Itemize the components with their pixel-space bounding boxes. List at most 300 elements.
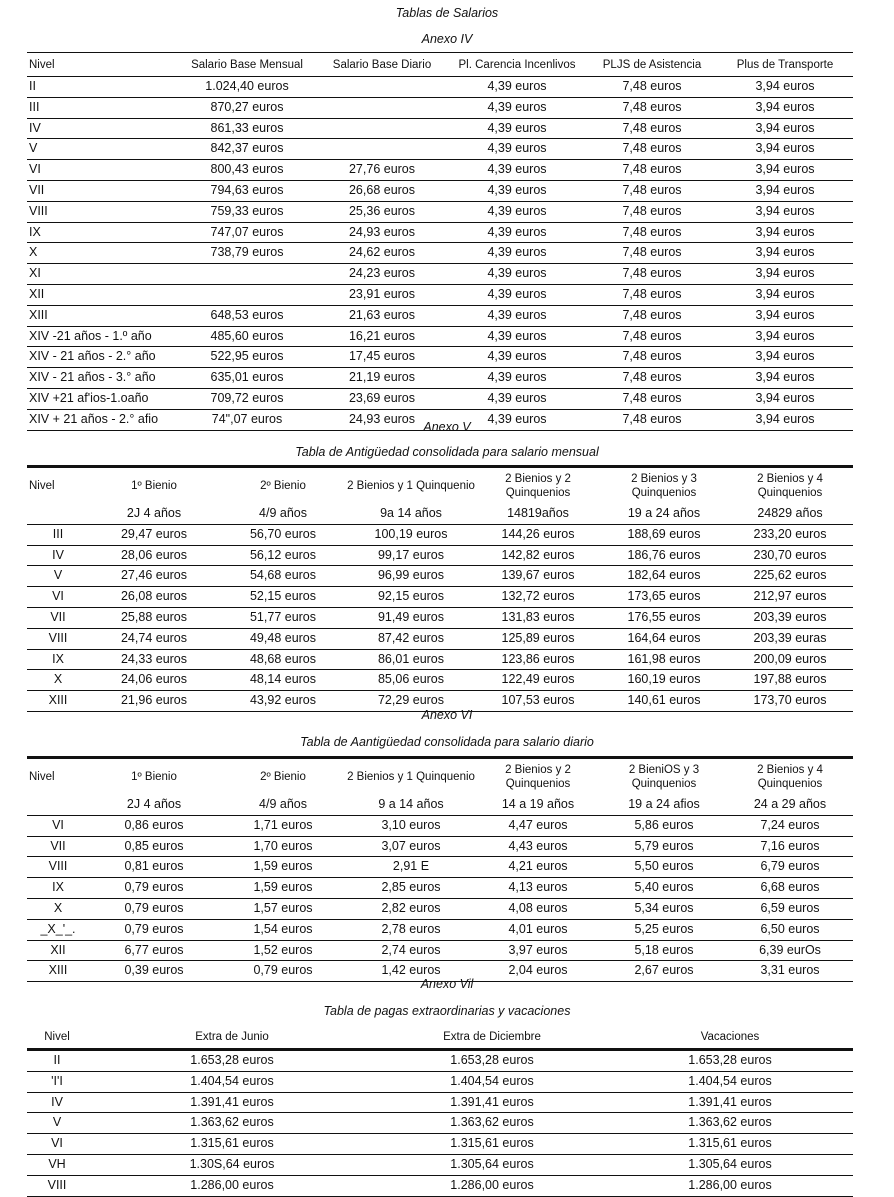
annex6-value-cell: 3,07 euros — [347, 836, 475, 857]
annex4-header-cell: Plus de Transporte — [717, 54, 853, 77]
annex5-level-cell: VII — [27, 607, 89, 628]
annex4-value-cell: 3,94 euros — [717, 347, 853, 368]
annex4-value-cell: 4,39 euros — [447, 97, 587, 118]
annex4-header-cell: PLJS de Asistencia — [587, 54, 717, 77]
annex7-header-cell: Vacaciones — [607, 1026, 853, 1050]
annex6-value-cell: 0,39 euros — [89, 961, 219, 982]
annex4-value-cell: 4,39 euros — [447, 326, 587, 347]
annex4-value-cell: 4,39 euros — [447, 118, 587, 139]
annex6-value-cell: 7,16 euros — [727, 836, 853, 857]
annex6-daily-seniority-table — [27, 759, 853, 982]
annex5-value-cell: 197,88 euros — [727, 670, 853, 691]
annex5-years-cell — [27, 504, 89, 524]
annex5-level-cell: IX — [27, 649, 89, 670]
annex5-value-cell: 21,96 euros — [89, 691, 219, 712]
annex4-value-cell: 4,39 euros — [447, 139, 587, 160]
annex4-value-cell: 24,93 euros — [317, 409, 447, 430]
annex4-value-cell: 3,94 euros — [717, 118, 853, 139]
annex5-value-cell: 107,53 euros — [475, 691, 601, 712]
annex6-value-cell: 4,47 euros — [475, 815, 601, 836]
annex4-value-cell: 7,48 euros — [587, 180, 717, 201]
annex5-value-cell: 100,19 euros — [347, 524, 475, 545]
annex6-level-cell: IX — [27, 878, 89, 899]
annex5-monthly-seniority-table — [27, 468, 853, 712]
annex6-value-cell: 2,78 euros — [347, 919, 475, 940]
annex6-header-cell: 2º Bienio — [260, 771, 306, 783]
annex7-level-cell: VH — [27, 1154, 87, 1175]
annex7-value-cell: 1.653,28 euros — [377, 1050, 607, 1072]
annex6-value-cell: 5,50 euros — [601, 857, 727, 878]
annex5-value-cell: 230,70 euros — [727, 545, 853, 566]
annex4-value-cell: 7,48 euros — [587, 388, 717, 409]
annex4-value-cell: 4,39 euros — [447, 409, 587, 430]
annex4-value-cell: 7,48 euros — [587, 326, 717, 347]
annex4-level-cell: XIV -21 años - 1.º año — [27, 326, 177, 347]
annex5-value-cell: 92,15 euros — [347, 587, 475, 608]
annex5-years-row — [27, 504, 853, 524]
annex6-value-cell: 0,79 euros — [89, 898, 219, 919]
annex5-value-cell: 56,70 euros — [219, 524, 347, 545]
annex6-table-row — [27, 836, 853, 857]
annex4-value-cell: 7,48 euros — [587, 284, 717, 305]
annex7-level-cell: VIII — [27, 1175, 87, 1196]
annex4-value-cell: 1.024,40 euros — [177, 77, 317, 98]
annex5-header-row — [27, 468, 853, 504]
annex6-value-cell: 6,59 euros — [727, 898, 853, 919]
annex4-value-cell: 4,39 euros — [447, 160, 587, 181]
annex5-table-row — [27, 545, 853, 566]
annex4-value-cell: 4,39 euros — [447, 77, 587, 98]
annex5-value-cell: 203,39 euras — [727, 628, 853, 649]
annex7-value-cell: 1.653,28 euros — [87, 1050, 377, 1072]
annex5-level-cell: VI — [27, 587, 89, 608]
annex7-value-cell: 1.315,61 euros — [377, 1134, 607, 1155]
annex7-value-cell: 1.391,41 euros — [377, 1092, 607, 1113]
annex5-level-cell: III — [27, 524, 89, 545]
annex7-table-row — [27, 1092, 853, 1113]
annex4-value-cell: 4,39 euros — [447, 368, 587, 389]
annex5-value-cell: 233,20 euros — [727, 524, 853, 545]
annex6-years-row — [27, 795, 853, 815]
annex5-table-row — [27, 524, 853, 545]
annex7-level-cell: VI — [27, 1134, 87, 1155]
annex6-value-cell: 1,57 euros — [219, 898, 347, 919]
annex4-value-cell: 3,94 euros — [717, 284, 853, 305]
annex5-value-cell: 99,17 euros — [347, 545, 475, 566]
annex4-value-cell — [177, 284, 317, 305]
annex4-table-row — [27, 284, 853, 305]
annex7-table-row — [27, 1175, 853, 1196]
annex6-value-cell: 6,50 euros — [727, 919, 853, 940]
annex5-value-cell: 25,88 euros — [89, 607, 219, 628]
annex6-value-cell: 2,82 euros — [347, 898, 475, 919]
annex6-header-cell: Nivel — [29, 771, 55, 783]
annex4-table-row — [27, 222, 853, 243]
annex4-table-row — [27, 326, 853, 347]
annex5-value-cell: 131,83 euros — [475, 607, 601, 628]
annex4-level-cell: III — [27, 97, 177, 118]
annex5-table-row — [27, 670, 853, 691]
annex7-title: Anexo Vil — [420, 977, 474, 991]
annex6-value-cell: 1,71 euros — [219, 815, 347, 836]
annex5-header-cell: Nivel — [29, 480, 55, 492]
annex5-value-cell: 86,01 euros — [347, 649, 475, 670]
annex6-level-cell: VII — [27, 836, 89, 857]
annex6-value-cell: 1,59 euros — [219, 878, 347, 899]
annex4-value-cell: 25,36 euros — [317, 201, 447, 222]
annex5-value-cell: 51,77 euros — [219, 607, 347, 628]
annex7-level-cell: IV — [27, 1092, 87, 1113]
annex4-value-cell: 3,94 euros — [717, 77, 853, 98]
annex5-value-cell: 188,69 euros — [601, 524, 727, 545]
annex4-value-cell: 738,79 euros — [177, 243, 317, 264]
annex7-value-cell: 1.391,41 euros — [607, 1092, 853, 1113]
annex4-value-cell: 3,94 euros — [717, 305, 853, 326]
annex7-table-row — [27, 1154, 853, 1175]
annex4-table-row — [27, 97, 853, 118]
annex5-years-cell: 14819años — [475, 504, 601, 524]
annex4-value-cell: 7,48 euros — [587, 409, 717, 430]
annex6-value-cell: 6,79 euros — [727, 857, 853, 878]
annex4-level-cell: XIV + 21 años - 2.° afio — [27, 409, 177, 430]
annex4-value-cell: 24,93 euros — [317, 222, 447, 243]
annex6-value-cell: 4,13 euros — [475, 878, 601, 899]
annex5-value-cell: 164,64 euros — [601, 628, 727, 649]
annex5-value-cell: 48,68 euros — [219, 649, 347, 670]
annex6-value-cell: 5,18 euros — [601, 940, 727, 961]
annex6-value-cell: 5,40 euros — [601, 878, 727, 899]
annex6-value-cell: 0,81 euros — [89, 857, 219, 878]
annex4-level-cell: V — [27, 139, 177, 160]
annex4-level-cell: XIV +21 af'ios-1.oaño — [27, 388, 177, 409]
annex7-value-cell: 1.363,62 euros — [607, 1113, 853, 1134]
annex4-header-cell: Salario Base Diario — [317, 54, 447, 77]
annex6-years-cell: 14 a 19 años — [475, 795, 601, 815]
annex5-value-cell: 144,26 euros — [475, 524, 601, 545]
annex5-value-cell: 87,42 euros — [347, 628, 475, 649]
annex6-header-cell: 2 BieniOS y 3 Quinquenios — [628, 764, 700, 790]
annex6-value-cell: 3,31 euros — [727, 961, 853, 982]
annex4-value-cell: 17,45 euros — [317, 347, 447, 368]
annex5-value-cell: 186,76 euros — [601, 545, 727, 566]
annex6-level-cell: VIII — [27, 857, 89, 878]
annex4-value-cell: 3,94 euros — [717, 326, 853, 347]
annex7-value-cell: 1.391,41 euros — [87, 1092, 377, 1113]
annex7-subtitle: Tabla de pagas extraordinarias y vacaciones — [323, 1004, 571, 1018]
annex4-header-cell: Nivel — [27, 54, 177, 77]
annex5-level-cell: XIII — [27, 691, 89, 712]
annex7-header-row — [27, 1026, 853, 1050]
annex4-value-cell — [177, 264, 317, 285]
annex4-level-cell: X — [27, 243, 177, 264]
annex4-level-cell: II — [27, 77, 177, 98]
annex4-value-cell: 4,39 euros — [447, 347, 587, 368]
annex4-value-cell: 747,07 euros — [177, 222, 317, 243]
annex5-value-cell: 52,15 euros — [219, 587, 347, 608]
annex5-value-cell: 203,39 euros — [727, 607, 853, 628]
annex6-years-cell: 4/9 años — [219, 795, 347, 815]
annex7-header-cell: Nivel — [27, 1026, 87, 1050]
annex4-value-cell: 800,43 euros — [177, 160, 317, 181]
annex6-subtitle: Tabla de Aantigüedad consolidada para salario diario — [300, 735, 594, 749]
annex4-value-cell: 7,48 euros — [587, 201, 717, 222]
annex4-value-cell: 21,63 euros — [317, 305, 447, 326]
annex4-value-cell: 4,39 euros — [447, 201, 587, 222]
annex5-value-cell: 27,46 euros — [89, 566, 219, 587]
annex6-table-row — [27, 898, 853, 919]
annex7-value-cell: 1.286,00 euros — [607, 1175, 853, 1196]
annex5-value-cell: 24,74 euros — [89, 628, 219, 649]
annex7-header-cell: Extra de Diciembre — [377, 1026, 607, 1050]
annex5-header-cell: 1º Bienio — [131, 480, 177, 492]
annex7-level-cell: V — [27, 1113, 87, 1134]
annex4-value-cell: 4,39 euros — [447, 222, 587, 243]
annex4-level-cell: XIV - 21 años - 2.° año — [27, 347, 177, 368]
annex4-value-cell: 842,37 euros — [177, 139, 317, 160]
annex4-value-cell: 7,48 euros — [587, 222, 717, 243]
annex4-level-cell: IX — [27, 222, 177, 243]
annex5-value-cell: 43,92 euros — [219, 691, 347, 712]
annex6-years-cell: 2J 4 años — [89, 795, 219, 815]
annex6-value-cell: 2,91 E — [347, 857, 475, 878]
annex4-value-cell: 4,39 euros — [447, 264, 587, 285]
annex5-value-cell: 142,82 euros — [475, 545, 601, 566]
annex7-value-cell: 1.404,54 euros — [607, 1071, 853, 1092]
annex4-value-cell: 26,68 euros — [317, 180, 447, 201]
annex4-value-cell: 4,39 euros — [447, 305, 587, 326]
annex4-value-cell: 74",07 euros — [177, 409, 317, 430]
annex6-value-cell: 2,67 euros — [601, 961, 727, 982]
annex4-table-row — [27, 118, 853, 139]
annex4-value-cell: 7,48 euros — [587, 368, 717, 389]
annex6-value-cell: 0,86 euros — [89, 815, 219, 836]
annex7-table-row — [27, 1113, 853, 1134]
annex4-value-cell: 7,48 euros — [587, 118, 717, 139]
annex6-years-cell — [27, 795, 89, 815]
annex5-value-cell: 173,70 euros — [727, 691, 853, 712]
annex7-extra-pay-table — [27, 1026, 853, 1197]
annex4-value-cell: 3,94 euros — [717, 368, 853, 389]
annex6-value-cell: 1,54 euros — [219, 919, 347, 940]
annex5-header-cell: 2 Bienios y 1 Quinquenio — [347, 480, 475, 492]
annex5-value-cell: 200,09 euros — [727, 649, 853, 670]
annex6-years-cell: 9 a 14 años — [347, 795, 475, 815]
annex5-table-row — [27, 607, 853, 628]
annex6-value-cell: 7,24 euros — [727, 815, 853, 836]
annex6-header-cell: 2 Bienios y 4 Quinquenios — [757, 764, 823, 790]
annex4-table-row — [27, 77, 853, 98]
annex4-value-cell: 23,69 euros — [317, 388, 447, 409]
annex5-value-cell: 161,98 euros — [601, 649, 727, 670]
document-title: Tablas de Salarios — [395, 6, 499, 20]
annex5-value-cell: 54,68 euros — [219, 566, 347, 587]
annex7-table-row — [27, 1134, 853, 1155]
annex6-years-cell: 24 a 29 años — [727, 795, 853, 815]
annex4-table-row — [27, 160, 853, 181]
annex5-table-row — [27, 649, 853, 670]
annex5-header-cell: 2º Bienio — [260, 480, 306, 492]
annex6-value-cell: 0,79 euros — [219, 961, 347, 982]
annex4-salary-table — [27, 54, 853, 431]
annex5-title: Anexo V — [423, 420, 471, 434]
annex5-years-cell: 2J 4 años — [89, 504, 219, 524]
annex6-value-cell: 4,21 euros — [475, 857, 601, 878]
annex6-value-cell: 6,68 euros — [727, 878, 853, 899]
annex4-level-cell: VI — [27, 160, 177, 181]
annex4-table-row — [27, 180, 853, 201]
annex5-years-cell: 24829 años — [727, 504, 853, 524]
annex6-value-cell: 5,86 euros — [601, 815, 727, 836]
annex7-table-row — [27, 1071, 853, 1092]
annex4-header-cell: Pl. Carencia Incenlivos — [447, 54, 587, 77]
annex7-value-cell: 1.315,61 euros — [607, 1134, 853, 1155]
annex6-level-cell: _X_'_. — [27, 919, 89, 940]
annex6-value-cell: 0,85 euros — [89, 836, 219, 857]
annex6-value-cell: 0,79 euros — [89, 878, 219, 899]
annex4-table-row — [27, 388, 853, 409]
annex5-header-cell: 2 Bienios y 3 Quinquenios — [631, 473, 697, 499]
annex6-value-cell: 6,39 eurOs — [727, 940, 853, 961]
annex4-value-cell: 3,94 euros — [717, 264, 853, 285]
annex5-value-cell: 225,62 euros — [727, 566, 853, 587]
annex4-value-cell: 648,53 euros — [177, 305, 317, 326]
annex6-table-row — [27, 940, 853, 961]
annex7-header-cell: Extra de Junio — [87, 1026, 377, 1050]
annex5-value-cell: 49,48 euros — [219, 628, 347, 649]
annex4-value-cell: 3,94 euros — [717, 97, 853, 118]
annex4-value-cell: 7,48 euros — [587, 305, 717, 326]
annex5-years-cell: 4/9 años — [219, 504, 347, 524]
annex4-value-cell: 759,33 euros — [177, 201, 317, 222]
annex5-value-cell: 72,29 euros — [347, 691, 475, 712]
annex5-value-cell: 176,55 euros — [601, 607, 727, 628]
annex4-value-cell: 7,48 euros — [587, 347, 717, 368]
annex5-value-cell: 125,89 euros — [475, 628, 601, 649]
annex4-value-cell — [317, 77, 447, 98]
annex6-value-cell: 3,10 euros — [347, 815, 475, 836]
annex4-top-rule — [27, 52, 853, 53]
annex6-value-cell: 1,42 euros — [347, 961, 475, 982]
annex4-value-cell: 7,48 euros — [587, 139, 717, 160]
annex4-header-row — [27, 54, 853, 77]
annex6-value-cell: 0,79 euros — [89, 919, 219, 940]
annex5-value-cell: 91,49 euros — [347, 607, 475, 628]
annex6-value-cell: 5,34 euros — [601, 898, 727, 919]
annex4-header-cell: Salario Base Mensual — [177, 54, 317, 77]
annex6-value-cell: 6,77 euros — [89, 940, 219, 961]
annex7-value-cell: 1.305,64 euros — [377, 1154, 607, 1175]
annex4-value-cell: 3,94 euros — [717, 388, 853, 409]
annex4-value-cell: 3,94 euros — [717, 180, 853, 201]
annex6-value-cell: 2,85 euros — [347, 878, 475, 899]
annex5-value-cell: 24,33 euros — [89, 649, 219, 670]
annex7-value-cell: 1.305,64 euros — [607, 1154, 853, 1175]
annex6-table-row — [27, 878, 853, 899]
annex5-value-cell: 123,86 euros — [475, 649, 601, 670]
annex4-value-cell — [317, 97, 447, 118]
annex4-value-cell: 7,48 euros — [587, 160, 717, 181]
annex7-value-cell: 1.404,54 euros — [377, 1071, 607, 1092]
annex5-value-cell: 85,06 euros — [347, 670, 475, 691]
annex6-level-cell: VI — [27, 815, 89, 836]
annex4-value-cell: 3,94 euros — [717, 160, 853, 181]
annex5-value-cell: 132,72 euros — [475, 587, 601, 608]
annex4-value-cell: 870,27 euros — [177, 97, 317, 118]
annex4-level-cell: VII — [27, 180, 177, 201]
annex4-title: Anexo IV — [421, 32, 473, 46]
annex4-table-row — [27, 201, 853, 222]
annex5-value-cell: 56,12 euros — [219, 545, 347, 566]
annex5-level-cell: X — [27, 670, 89, 691]
annex4-value-cell: 794,63 euros — [177, 180, 317, 201]
annex6-value-cell: 4,08 euros — [475, 898, 601, 919]
annex4-value-cell: 861,33 euros — [177, 118, 317, 139]
annex4-level-cell: XIII — [27, 305, 177, 326]
annex4-value-cell: 485,60 euros — [177, 326, 317, 347]
annex5-value-cell: 160,19 euros — [601, 670, 727, 691]
annex4-table-row — [27, 243, 853, 264]
annex4-value-cell: 4,39 euros — [447, 243, 587, 264]
annex4-table-row — [27, 368, 853, 389]
annex4-value-cell: 23,91 euros — [317, 284, 447, 305]
annex6-header-cell: 2 Bienios y 1 Quinquenio — [347, 771, 475, 783]
annex4-table-row — [27, 264, 853, 285]
annex5-subtitle: Tabla de Antigüedad consolidada para salario mensual — [295, 445, 599, 459]
annex5-header-cell: 2 Bienios y 2 Quinquenios — [505, 473, 571, 499]
annex4-value-cell: 4,39 euros — [447, 180, 587, 201]
annex7-value-cell: 1.286,00 euros — [87, 1175, 377, 1196]
annex7-value-cell: 1.286,00 euros — [377, 1175, 607, 1196]
annex4-value-cell: 24,23 euros — [317, 264, 447, 285]
annex6-title: Anexo VI — [421, 708, 473, 722]
annex6-value-cell: 5,25 euros — [601, 919, 727, 940]
annex4-value-cell — [317, 118, 447, 139]
annex6-header-cell: 2 Bienios y 2 Quinquenios — [505, 764, 571, 790]
annex6-value-cell: 5,79 euros — [601, 836, 727, 857]
annex7-level-cell: II — [27, 1050, 87, 1072]
annex6-value-cell: 1,70 euros — [219, 836, 347, 857]
annex5-value-cell: 140,61 euros — [601, 691, 727, 712]
annex6-table-row — [27, 815, 853, 836]
annex4-value-cell: 709,72 euros — [177, 388, 317, 409]
annex4-value-cell: 3,94 euros — [717, 139, 853, 160]
annex4-table-row — [27, 347, 853, 368]
annex6-level-cell: X — [27, 898, 89, 919]
annex6-level-cell: XII — [27, 940, 89, 961]
annex4-value-cell: 21,19 euros — [317, 368, 447, 389]
annex4-value-cell: 3,94 euros — [717, 222, 853, 243]
annex4-value-cell: 4,39 euros — [447, 388, 587, 409]
annex4-table-row — [27, 305, 853, 326]
annex4-value-cell: 24,62 euros — [317, 243, 447, 264]
annex7-value-cell: 1.30S,64 euros — [87, 1154, 377, 1175]
annex4-value-cell — [317, 139, 447, 160]
annex6-level-cell: XIII — [27, 961, 89, 982]
annex5-value-cell: 212,97 euros — [727, 587, 853, 608]
annex6-value-cell: 4,43 euros — [475, 836, 601, 857]
annex6-years-cell: 19 a 24 afios — [601, 795, 727, 815]
annex4-level-cell: XIV - 21 años - 3.° año — [27, 368, 177, 389]
annex4-level-cell: XI — [27, 264, 177, 285]
annex4-level-cell: XII — [27, 284, 177, 305]
annex5-level-cell: IV — [27, 545, 89, 566]
annex5-value-cell: 173,65 euros — [601, 587, 727, 608]
annex7-value-cell: 1.363,62 euros — [87, 1113, 377, 1134]
annex4-table-row — [27, 139, 853, 160]
annex7-level-cell: 'I'I — [27, 1071, 87, 1092]
annex5-years-cell: 19 a 24 años — [601, 504, 727, 524]
annex4-value-cell: 4,39 euros — [447, 284, 587, 305]
